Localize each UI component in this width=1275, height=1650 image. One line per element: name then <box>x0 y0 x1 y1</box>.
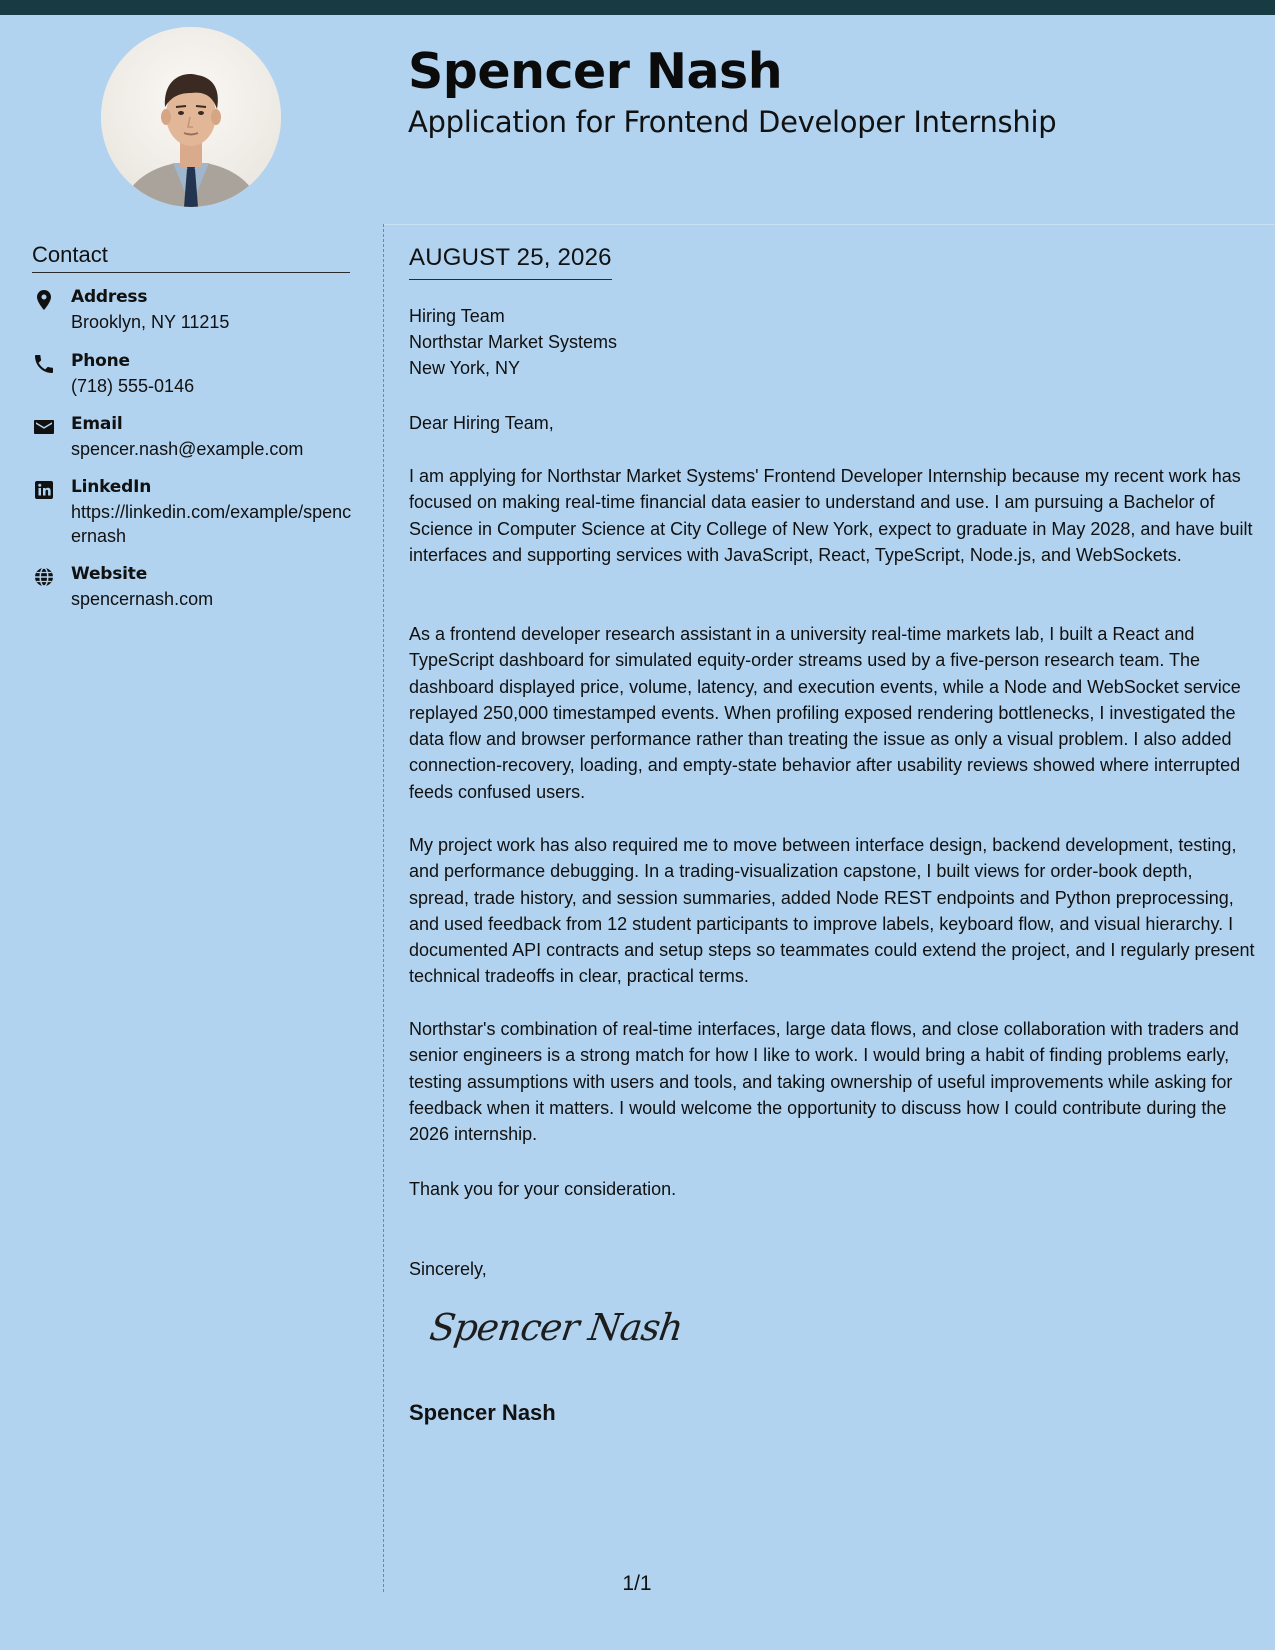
contact-label: Website <box>71 564 148 584</box>
header-divider <box>384 224 1275 225</box>
contact-value: (718) 555-0146 <box>71 376 195 396</box>
top-bar <box>0 0 1275 15</box>
linkedin-icon <box>32 478 56 502</box>
contact-label: Email <box>71 414 123 434</box>
closing: Sincerely, <box>409 1259 487 1279</box>
contact-value: Brooklyn, NY 11215 <box>71 312 230 332</box>
signer-name: Spencer Nash <box>409 1400 556 1425</box>
recipient-block <box>409 303 617 381</box>
letter-paragraph: Northstar's combination of real-time interfaces, large data flows, and close collaboration with traders and senior engineers is a strong match for how I like to work. I would bring a habit of finding problems early, testing assumptions with users and tools, and taking ownership of useful improvements while asking for feedback when it matters. I would welcome the opportunity to discuss how I could contribute during the 2026 internship. <box>409 1019 1239 1145</box>
contact-value: spencer.nash@example.com <box>71 439 304 459</box>
recipient-line: New York, NY <box>409 358 521 378</box>
letter-paragraph: I am applying for Northstar Market Systems' Frontend Developer Internship because my recent work has focused on making real-time financial data easier to understand and use. I am pursuing a Bachelor of Science in Computer Science at City College of New York, expect to graduate in May 2028, and have built interfaces and supporting services with JavaScript, React, TypeScript, Node.js, and WebSockets. <box>409 466 1253 565</box>
thank-you-line: Thank you for your consideration. <box>409 1179 677 1199</box>
letter-paragraph: As a frontend developer research assistant in a university real-time markets lab, I built a React and TypeScript dashboard for simulated equity-order streams used by a five-person research team. The dashboard displayed price, volume, latency, and execution events, while a Node and WebSocket service replayed 250,000 timestamped events. When profiling exposed rendering bottlenecks, I investigated the data flow and browser performance rather than treating the issue as only a visual problem. I also added connection-recovery, loading, and empty-state behavior after usability reviews showed where interrupted feeds confused users. <box>409 624 1241 802</box>
location-pin-icon <box>32 288 56 312</box>
email-icon <box>32 415 56 439</box>
contact-label: LinkedIn <box>71 477 152 497</box>
application-subtitle: Application for Frontend Developer Internship <box>408 105 1057 139</box>
recipient-line: Hiring Team <box>409 306 505 326</box>
page-number: 1/1 <box>622 1572 652 1595</box>
column-divider <box>383 224 384 1592</box>
globe-icon <box>32 565 56 589</box>
letter-date: AUGUST 25, 2026 <box>409 243 612 280</box>
salutation: Dear Hiring Team, <box>409 413 554 433</box>
contact-link[interactable]: spencernash.com <box>71 589 214 609</box>
recipient-line: Northstar Market Systems <box>409 332 618 352</box>
profile-photo <box>101 27 281 207</box>
handwritten-signature: Spencer Nash <box>427 1306 686 1349</box>
contact-link[interactable]: https://linkedin.com/example/spencernash <box>71 502 352 546</box>
applicant-name: Spencer Nash <box>408 43 783 100</box>
contact-heading: Contact <box>32 241 350 273</box>
contact-label: Phone <box>71 351 130 371</box>
contact-label: Address <box>71 287 148 307</box>
phone-icon <box>32 352 56 376</box>
letter-paragraph: My project work has also required me to move between interface design, backend development, testing, and performance debugging. In a trading-visualization capstone, I built views for order-book depth, spread, trade history, and session summaries, added Node REST endpoints and Python preprocessing, and used feedback from 12 student participants to improve labels, keyboard flow, and visual hierarchy. I documented API contracts and setup steps so teammates could extend the project, and I regularly present technical tradeoffs in clear, practical terms. <box>409 835 1255 987</box>
